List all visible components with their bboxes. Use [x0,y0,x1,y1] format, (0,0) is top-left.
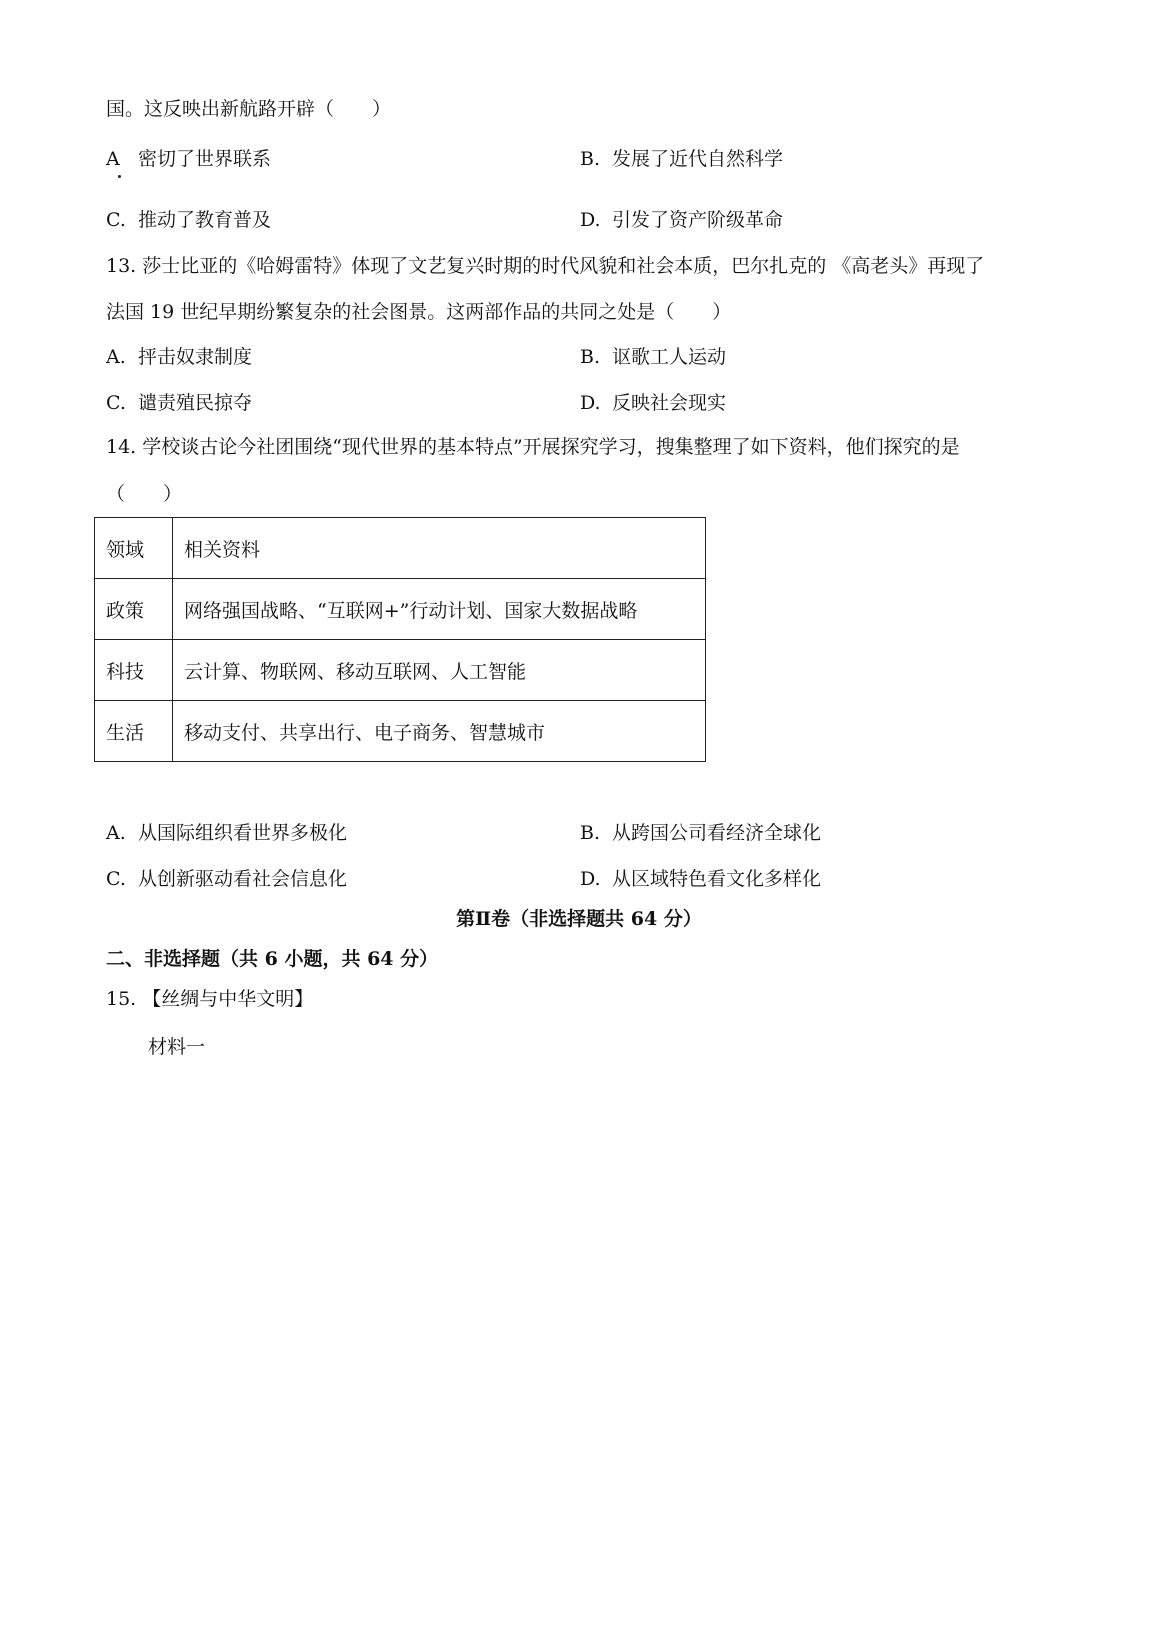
q14-option-b [580,820,821,846]
q12-option-a [106,146,271,172]
option-text: 推动了教育普及 [138,209,272,231]
option-label: D. [580,209,601,231]
option-label: C. [106,392,126,414]
option-label: A. [106,346,126,368]
q12-option-d [580,207,783,233]
q13-option-c [106,390,252,416]
q13-option-a [106,344,252,370]
q14-option-a [106,820,347,846]
q13-option-b [580,344,726,370]
q15-title: 15. 【丝绸与中华文明】 [106,988,314,1010]
table-cell-field: 生活 [95,701,173,762]
table-cell-content: 云计算、物联网、移动互联网、人工智能 [173,640,706,701]
option-label: C. [106,209,126,231]
option-label: A [106,148,120,170]
section-heading: 二、非选择题（共 6 小题，共 64 分） [106,948,439,970]
q14-stem-line1: 14. 学校谈古论今社团围绕“现代世界的基本特点”开展探究学习，搜集整理了如下资料，他们探究的是 [106,436,960,458]
option-text: 抨击奴隶制度 [138,346,253,368]
option-text: 从国际组织看世界多极化 [138,822,348,844]
option-text: 从创新驱动看社会信息化 [138,868,348,890]
stray-dot [118,175,121,178]
option-label: A. [106,822,126,844]
table-cell-content: 移动支付、共享出行、电子商务、智慧城市 [173,701,706,762]
q12-option-c [106,207,271,233]
table-header-row [95,518,706,579]
option-label: D. [580,868,601,890]
q13-option-d [580,390,726,416]
table-header-cell: 领域 [95,518,173,579]
q14-data-table [94,517,706,762]
option-label: B. [580,346,601,368]
table-row [95,579,706,640]
material-label: 材料一 [148,1036,206,1058]
option-text: 发展了近代自然科学 [612,148,784,170]
table-cell-content: 网络强国战略、“互联网+”行动计划、国家大数据战略 [173,579,706,640]
q12-option-b [580,146,783,172]
option-text: 引发了资产阶级革命 [612,209,784,231]
volume-title: 第Ⅱ卷（非选择题共 64 分） [456,908,702,930]
option-text: 讴歌工人运动 [612,346,727,368]
option-label: C. [106,868,126,890]
option-label: B. [580,822,601,844]
table-row [95,701,706,762]
option-label: D. [580,392,601,414]
q13-stem-line1: 13. 莎士比亚的《哈姆雷特》体现了文艺复兴时期的时代风貌和社会本质，巴尔扎克的 《高老头》再现了 [106,255,985,277]
table-cell-field: 科技 [95,640,173,701]
q14-stem-line2: （ ） [106,483,183,505]
option-text: 从区域特色看文化多样化 [612,868,822,890]
option-text: 从跨国公司看经济全球化 [612,822,822,844]
table-cell-field: 政策 [95,579,173,640]
q14-option-c [106,866,347,892]
option-text: 谴责殖民掠夺 [138,392,253,414]
option-text: 密切了世界联系 [138,148,272,170]
q12-stem-end: 国。这反映出新航路开辟（ ） [106,98,392,120]
option-text: 反映社会现实 [612,392,727,414]
q13-stem-line2: 法国 19 世纪早期纷繁复杂的社会图景。这两部作品的共同之处是（ ） [106,301,732,323]
table-header-cell: 相关资料 [173,518,706,579]
q14-option-d [580,866,821,892]
table-row [95,640,706,701]
option-label: B. [580,148,601,170]
